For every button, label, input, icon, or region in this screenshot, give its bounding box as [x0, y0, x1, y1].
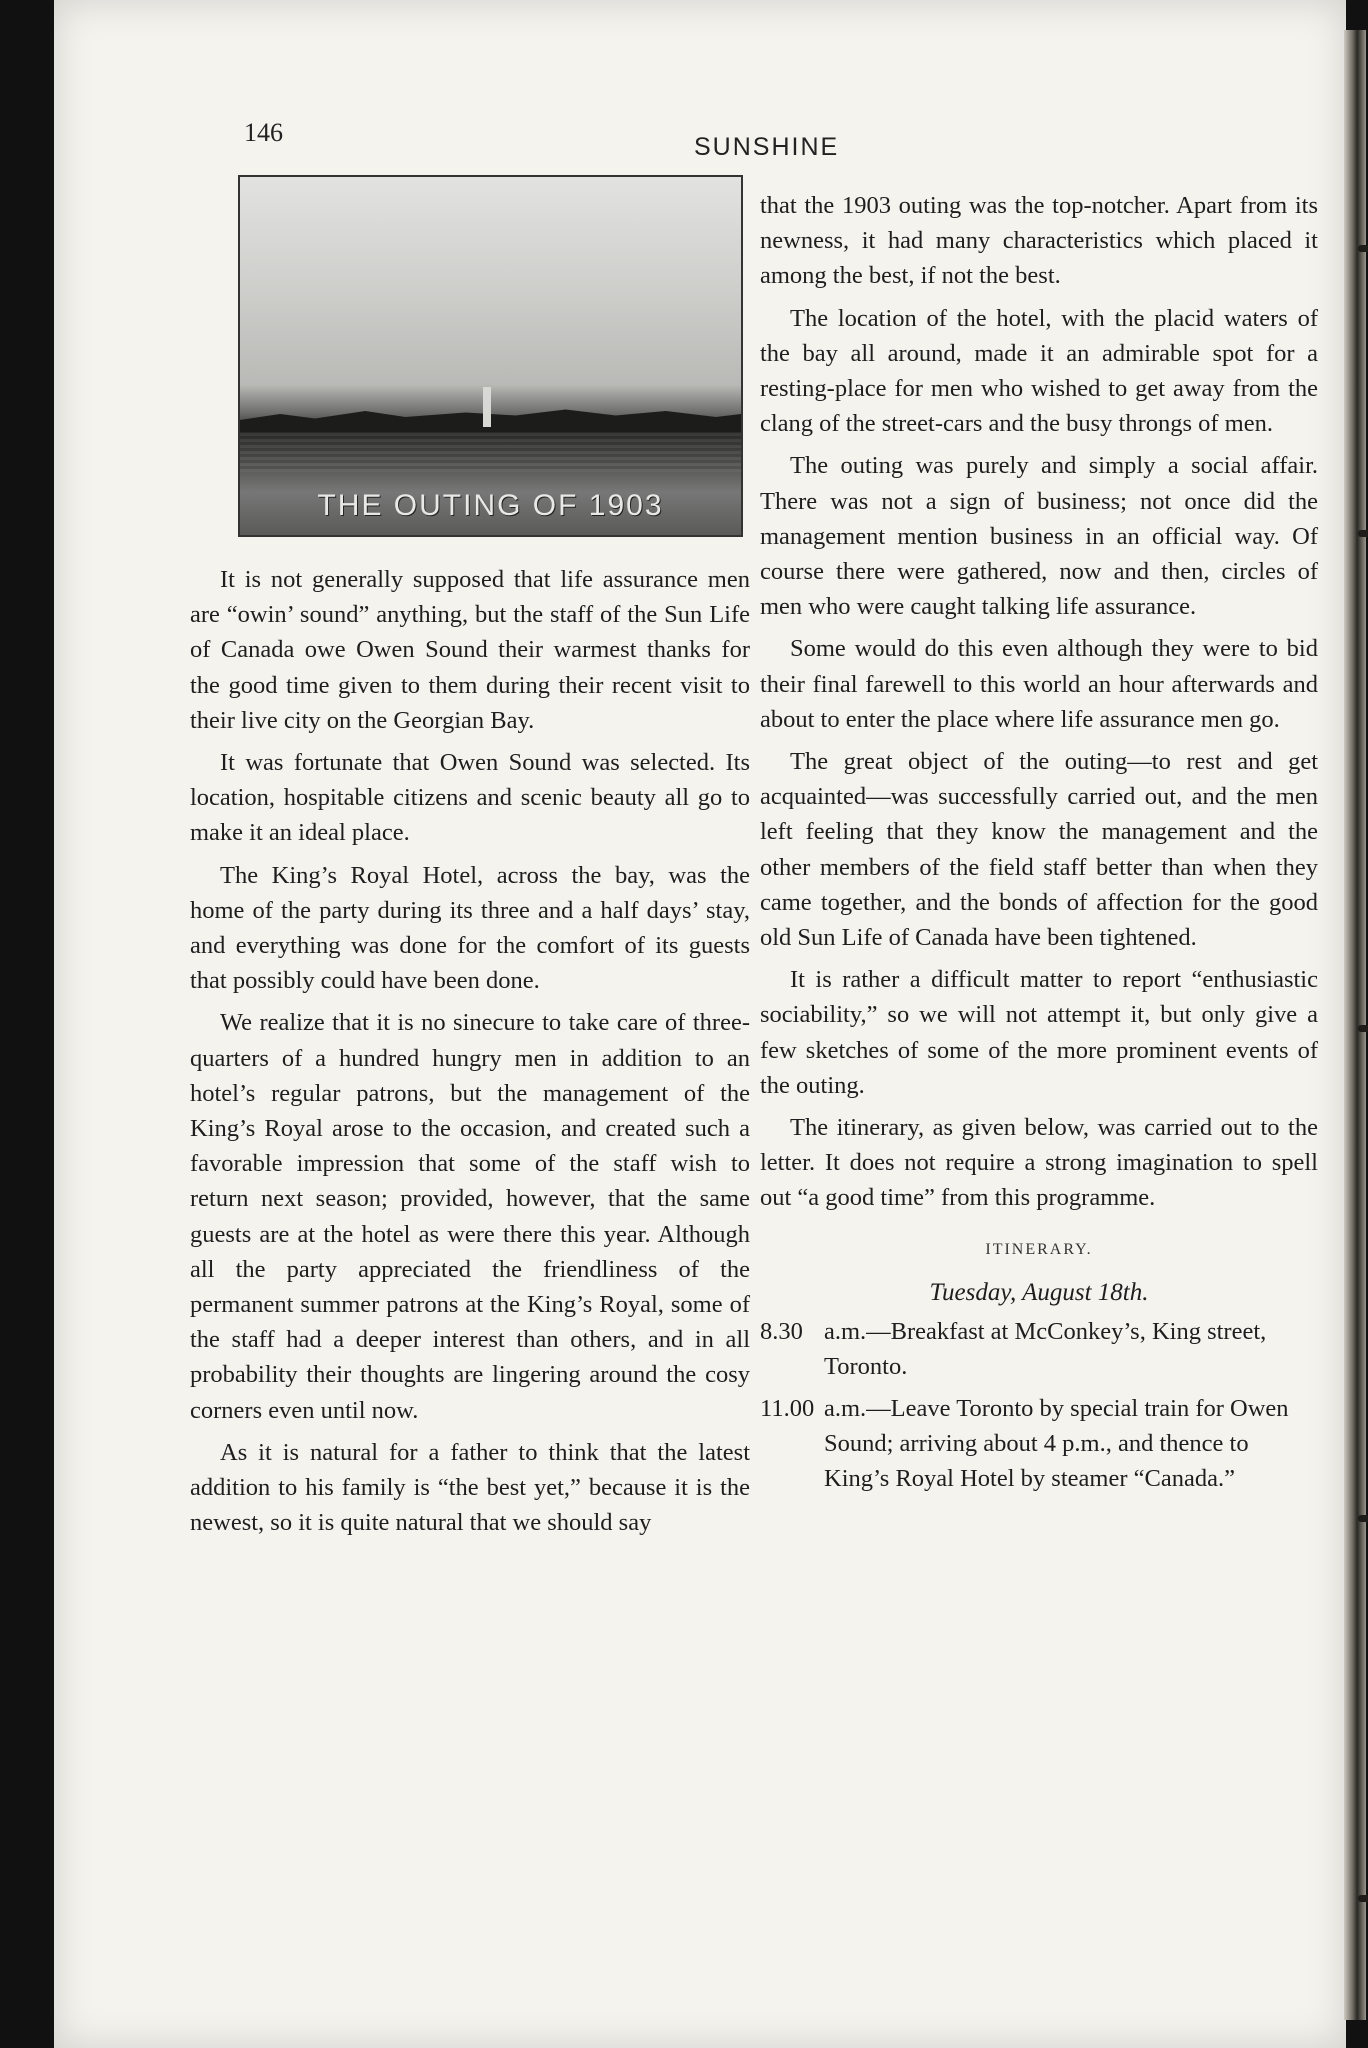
itinerary-item	[760, 1391, 1318, 1497]
right-column	[760, 188, 1318, 1502]
itinerary-item	[760, 1314, 1318, 1384]
paragraph-continuation: that the 1903 outing was the top-notcher. Apart from its newness, it had many characteristics which placed it among the best, if not the best.	[760, 192, 1318, 290]
photo-caption: THE OUTING OF 1903	[317, 489, 664, 522]
binding-stitch	[1358, 1025, 1368, 1032]
itinerary-text: a.m.—Leave Toronto by special train for Owen Sound; arriving about 4 p.m., and thence to King’s Royal Hotel by steamer “Canada.”	[824, 1394, 1289, 1492]
itinerary-heading: ITINERARY.	[985, 1240, 1093, 1258]
photo-water	[240, 432, 741, 472]
itinerary-text: a.m.—Breakfast at McConkey’s, King street, Toronto.	[824, 1318, 1267, 1381]
paragraph: As it is natural for a father to think that the latest addition to his family is “the best yet,” because it is the newest, so it is quite natural that we should say	[190, 1438, 750, 1537]
itinerary-time: 8.30	[760, 1318, 803, 1346]
paragraph: It is not generally supposed that life assurance men are “owin’ sound” anything, but the staff of the Sun Life of Canada owe Owen Sound their warmest thanks for the good time given to them during their recent visit to their live city on the Georgian Bay.	[190, 566, 750, 734]
binding-stitch	[1358, 1515, 1368, 1522]
left-column	[190, 562, 750, 1547]
binding-stitch	[1358, 1895, 1368, 1902]
running-head: SUNSHINE	[694, 133, 840, 161]
paragraph: The outing was purely and simply a social affair. There was not a sign of business; not once did the management mention business in an official way. Of course there were gathered, now and then, circles of men who were caught talking life assurance.	[760, 452, 1318, 621]
paragraph: The location of the hotel, with the placid waters of the bay all around, made it an admirable spot for a resting-place for men who wished to get away from the clang of the street-cars and the busy throngs of men.	[760, 304, 1318, 438]
paragraph: Some would do this even although they were to bid their final farewell to this world an hour afterwards and about to enter the place where life assurance men go.	[760, 635, 1318, 733]
paragraph: The itinerary, as given below, was carried out to the letter. It does not require a strong imagination to spell out “a good time” from this programme.	[760, 1114, 1318, 1212]
paragraph: We realize that it is no sinecure to take care of three-quarters of a hundred hungry men in addition to an hotel’s regular patrons, but the management of the King’s Royal arose to the occasion, and created such a favorable impression that some of the staff wish to return next season; provided, however, that the same guests are at the hotel as were there this year. Although all the party appreciated the friendliness of the permanent summer patrons at the King’s Royal, some of the staff had a deeper interest than others, and in all probability their thoughts are lingering around the cosy corners even until now.	[190, 1009, 750, 1424]
outing-photo	[238, 175, 743, 537]
page-number: 146	[244, 118, 283, 147]
scanned-page	[54, 0, 1346, 2048]
paragraph: The King’s Royal Hotel, across the bay, was the home of the party during its three and a half days’ stay, and everything was done for the comfort of its guests that possibly could have been done.	[190, 861, 750, 995]
paragraph: The great object of the outing—to rest and get acquainted—was successfully carried out, and the men left feeling that they know the management and the other members of the field staff better than when they came together, and the bonds of affection for the good old Sun Life of Canada have been tightened.	[760, 748, 1318, 952]
itinerary-date: Tuesday, August 18th.	[929, 1278, 1149, 1306]
paragraph: It is rather a difficult matter to report “enthusiastic sociability,” so we will not attempt it, but only give a few sketches of some of the more prominent events of the outing.	[760, 966, 1318, 1099]
photo-lighthouse	[483, 387, 491, 427]
paragraph: It was fortunate that Owen Sound was selected. Its location, hospitable citizens and scenic beauty all go to make it an ideal place.	[190, 749, 750, 847]
binding-stitch	[1358, 530, 1368, 537]
binding-stitch	[1358, 245, 1368, 252]
itinerary-time: 11.00	[760, 1394, 815, 1422]
